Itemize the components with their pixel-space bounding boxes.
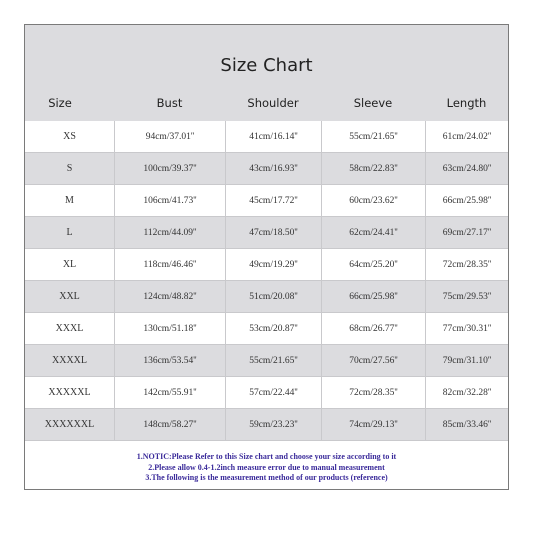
size-cell: XS <box>63 131 76 142</box>
table-row <box>25 217 508 249</box>
bust-cell: 142cm/55.91'' <box>114 377 225 408</box>
bust-cell: 124cm/48.82'' <box>114 281 225 312</box>
length-cell: 66cm/25.98'' <box>425 185 508 216</box>
column-header-length: Length <box>446 96 487 110</box>
sleeve-cell: 66cm/25.98'' <box>321 281 425 312</box>
size-cell: L <box>66 227 73 238</box>
shoulder-cell: 45cm/17.72'' <box>225 185 321 216</box>
bust-cell: 148cm/58.27'' <box>114 409 225 440</box>
column-header-size: Size <box>48 96 72 110</box>
bust-cell: 106cm/41.73'' <box>114 185 225 216</box>
table-row <box>25 121 508 153</box>
length-cell: 72cm/28.35'' <box>425 249 508 280</box>
table-row <box>25 409 508 441</box>
shoulder-cell: 55cm/21.65'' <box>225 345 321 376</box>
size-cell: XL <box>62 259 77 270</box>
length-cell: 63cm/24.80'' <box>425 153 508 184</box>
length-cell: 82cm/32.28'' <box>425 377 508 408</box>
note-line: 2.Please allow 0.4-1.2inch measure error due to manual measurement <box>148 462 385 472</box>
sleeve-cell: 62cm/24.41'' <box>321 217 425 248</box>
shoulder-cell: 41cm/16.14'' <box>225 121 321 152</box>
table-row <box>25 249 508 281</box>
size-cell: S <box>66 163 73 174</box>
shoulder-cell: 57cm/22.44'' <box>225 377 321 408</box>
bust-cell: 112cm/44.09'' <box>114 217 225 248</box>
size-chart-header <box>25 25 508 122</box>
length-cell: 77cm/30.31'' <box>425 313 508 344</box>
column-header-bust: Bust <box>156 96 183 110</box>
bust-cell: 94cm/37.01'' <box>114 121 225 152</box>
sleeve-cell: 74cm/29.13'' <box>321 409 425 440</box>
size-notes <box>25 445 508 484</box>
length-cell: 61cm/24.02'' <box>425 121 508 152</box>
length-cell: 69cm/27.17'' <box>425 217 508 248</box>
shoulder-cell: 53cm/20.87'' <box>225 313 321 344</box>
bust-cell: 100cm/39.37'' <box>114 153 225 184</box>
note-line: 1.NOTIC:Please Refer to this Size chart and choose your size according to it <box>136 452 397 461</box>
sleeve-cell: 64cm/25.20'' <box>321 249 425 280</box>
shoulder-cell: 51cm/20.08'' <box>225 281 321 312</box>
shoulder-cell: 59cm/23.23'' <box>225 409 321 440</box>
sleeve-cell: 68cm/26.77'' <box>321 313 425 344</box>
table-row <box>25 377 508 409</box>
length-cell: 85cm/33.46'' <box>425 409 508 440</box>
size-cell: XXL <box>59 291 80 302</box>
size-cell: XXXL <box>55 323 84 334</box>
table-row <box>25 185 508 217</box>
bust-cell: 136cm/53.54'' <box>114 345 225 376</box>
sleeve-cell: 58cm/22.83'' <box>321 153 425 184</box>
note-line: 3.The following is the measurement method of our products (reference) <box>145 473 388 482</box>
size-chart-title: Size Chart <box>220 55 313 76</box>
size-cell: XXXXL <box>52 355 87 366</box>
table-row <box>25 281 508 313</box>
size-chart-panel <box>24 24 509 490</box>
bust-cell: 118cm/46.46'' <box>114 249 225 280</box>
length-cell: 75cm/29.53'' <box>425 281 508 312</box>
length-cell: 79cm/31.10'' <box>425 345 508 376</box>
size-table-body <box>25 121 508 441</box>
table-row <box>25 153 508 185</box>
sleeve-cell: 70cm/27.56'' <box>321 345 425 376</box>
size-cell: M <box>65 195 74 206</box>
table-row <box>25 313 508 345</box>
shoulder-cell: 49cm/19.29'' <box>225 249 321 280</box>
sleeve-cell: 60cm/23.62'' <box>321 185 425 216</box>
column-header-shoulder: Shoulder <box>247 96 299 110</box>
shoulder-cell: 47cm/18.50'' <box>225 217 321 248</box>
sleeve-cell: 72cm/28.35'' <box>321 377 425 408</box>
size-cell: XXXXXXL <box>44 419 95 430</box>
size-cell: XXXXXL <box>48 387 91 398</box>
sleeve-cell: 55cm/21.65'' <box>321 121 425 152</box>
bust-cell: 130cm/51.18'' <box>114 313 225 344</box>
table-row <box>25 345 508 377</box>
column-header-sleeve: Sleeve <box>353 96 393 110</box>
shoulder-cell: 43cm/16.93'' <box>225 153 321 184</box>
